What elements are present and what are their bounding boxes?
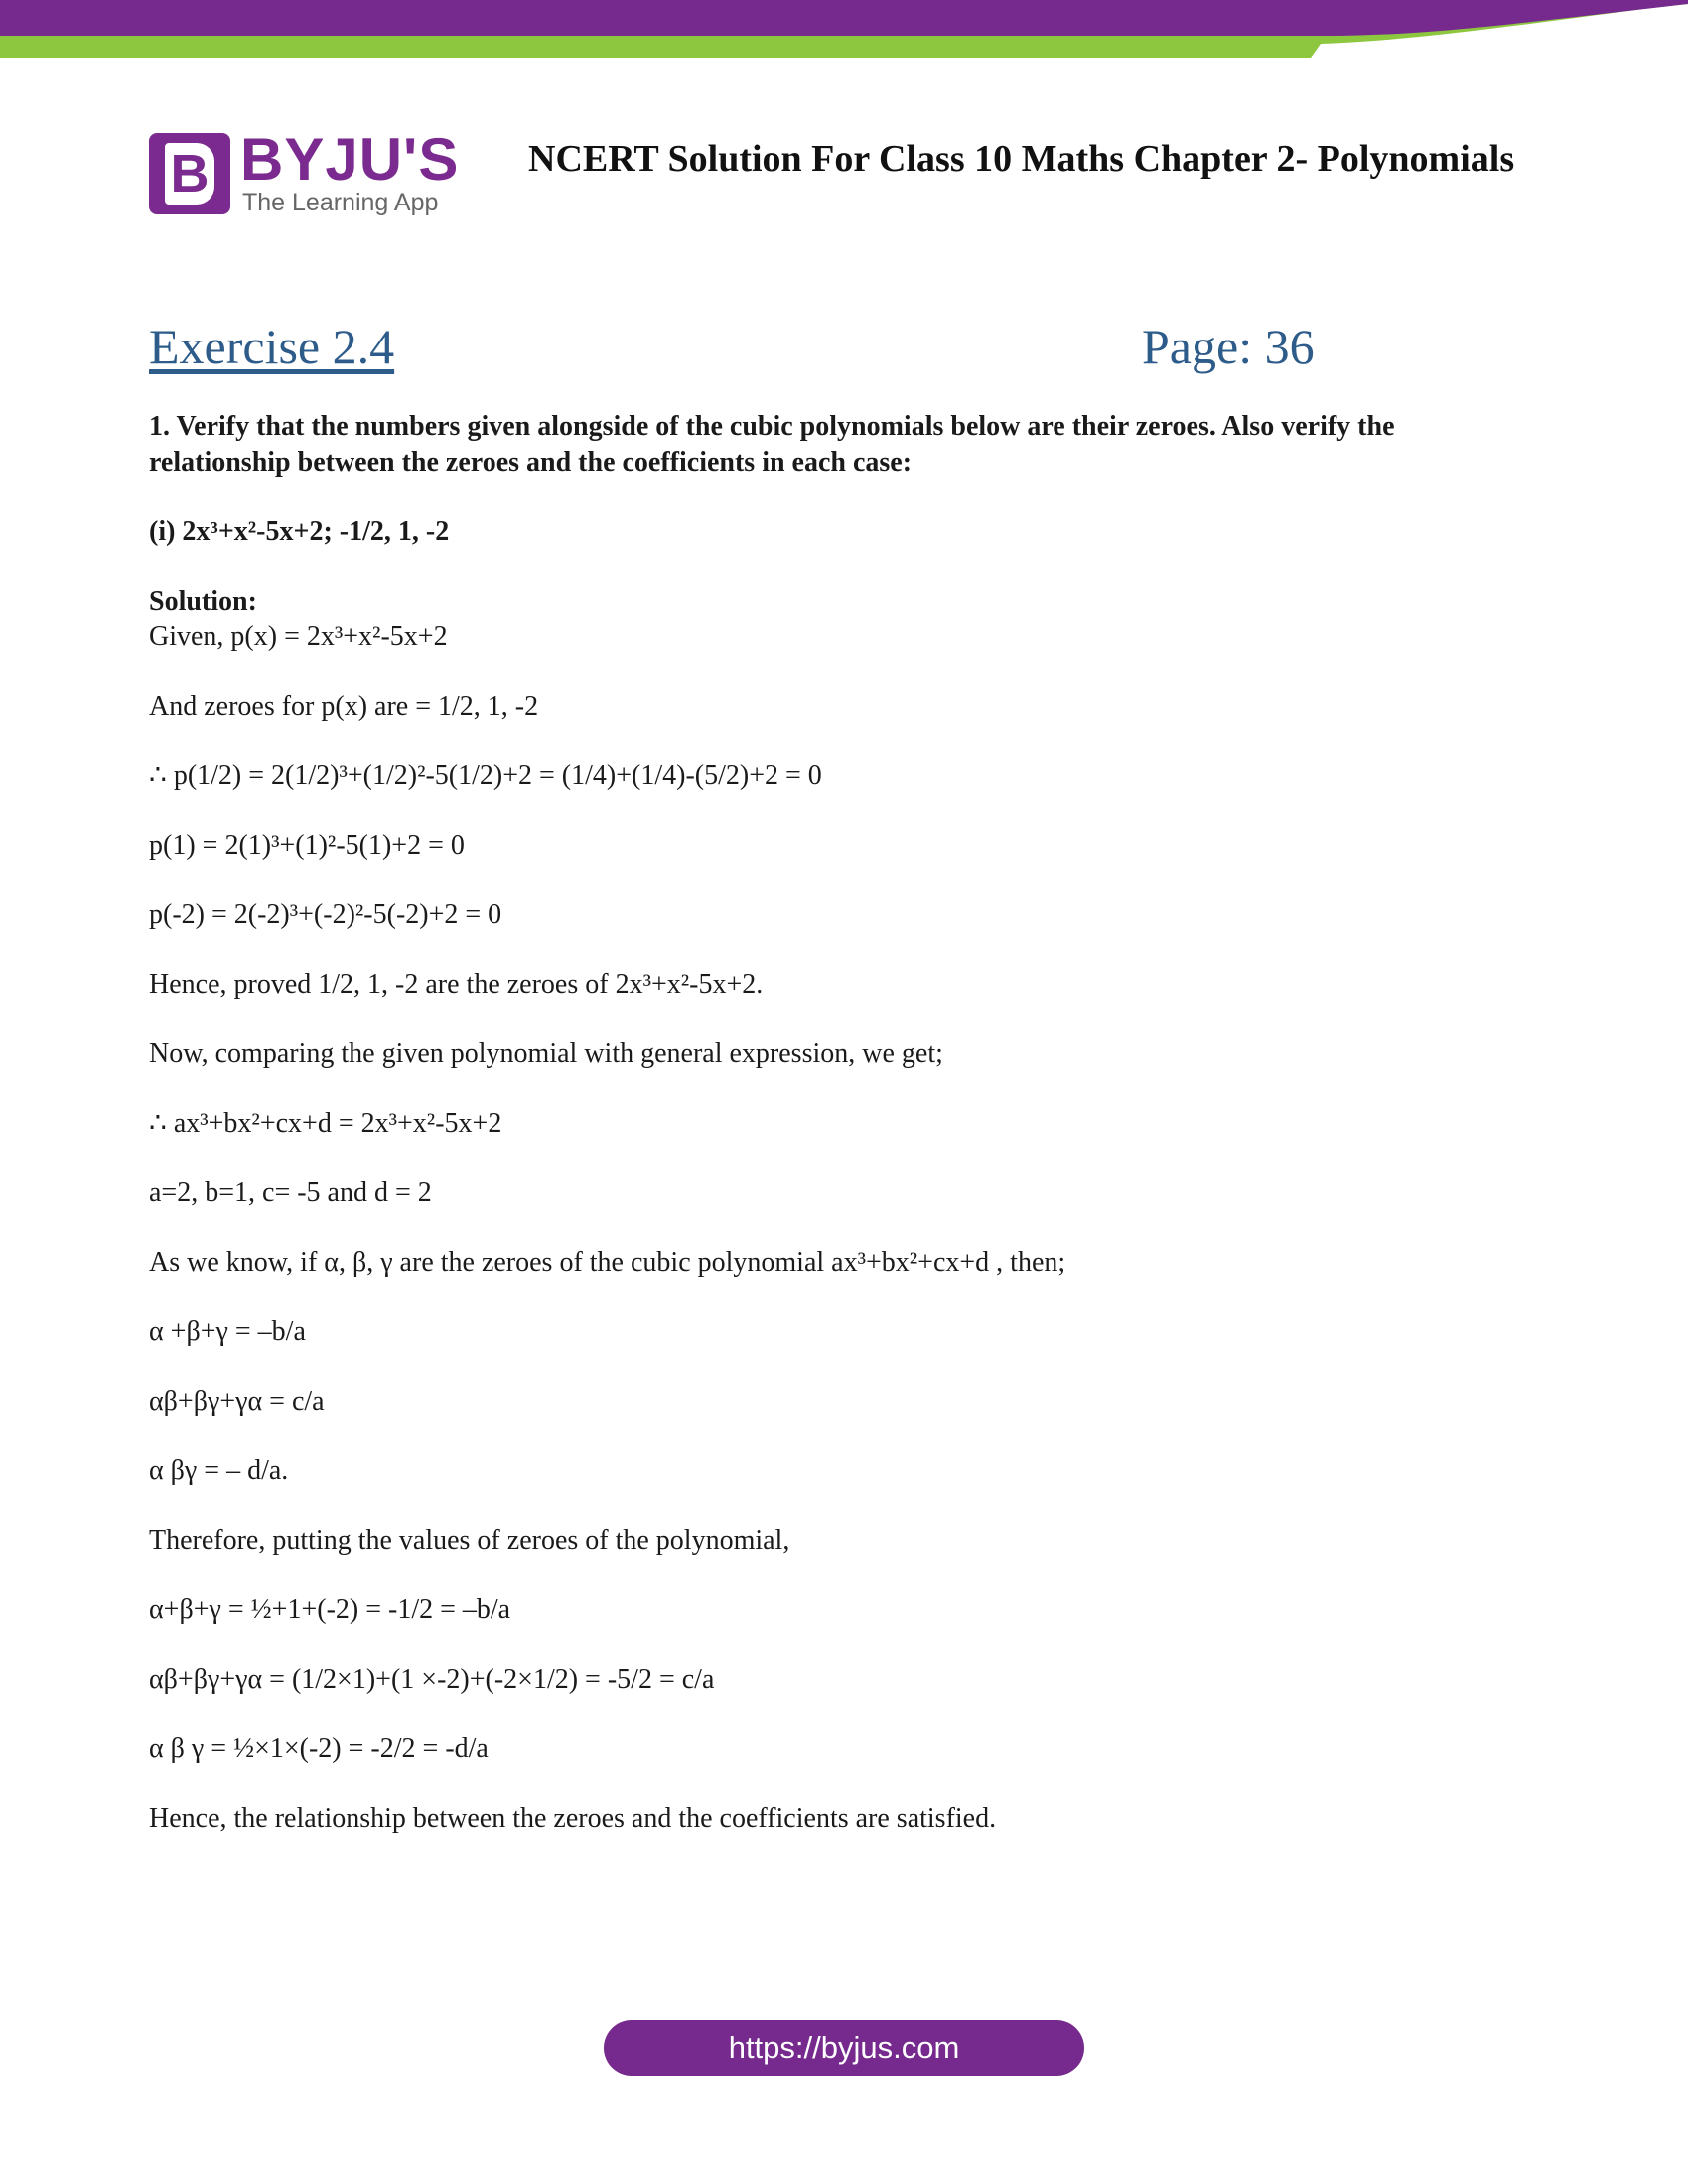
logo-mark <box>149 133 230 214</box>
logo-letter: B <box>165 143 214 205</box>
page-number: Page: 36 <box>1142 319 1315 374</box>
solution-line: ∴ ax³+bx²+cx+d = 2x³+x²-5x+2 <box>149 1108 502 1139</box>
solution-line: Hence, the relationship between the zeroes and the coefficients are satisfied. <box>149 1803 997 1834</box>
solution-line: ∴ p(1/2) = 2(1/2)³+(1/2)²-5(1/2)+2 = (1/4)+(1/4)-(5/2)+2 = 0 <box>149 760 822 791</box>
byjus-logo <box>149 126 460 220</box>
document-title: NCERT Solution For Class 10 Maths Chapter 2- Polynomials <box>528 138 1515 180</box>
question-part: (i) 2x³+x²-5x+2; -1/2, 1, -2 <box>149 516 450 547</box>
solution-line: Given, p(x) = 2x³+x²-5x+2 <box>149 621 448 652</box>
solution-line: p(-2) = 2(-2)³+(-2)²-5(-2)+2 = 0 <box>149 899 502 930</box>
exercise-heading: Exercise 2.4 <box>149 319 395 374</box>
solution-line: And zeroes for p(x) are = 1/2, 1, -2 <box>149 691 539 722</box>
footer-url-link[interactable]: https://byjus.com <box>604 2020 1084 2076</box>
logo-tagline: The Learning App <box>242 189 439 216</box>
solution-line: a=2, b=1, c= -5 and d = 2 <box>149 1177 432 1208</box>
solution-heading: Solution: <box>149 586 257 616</box>
document-body <box>149 409 1539 1837</box>
solution-line: αβ+βγ+γα = (1/2×1)+(1 ×-2)+(-2×1/2) = -5/2 = c/a <box>149 1664 715 1695</box>
solution-line: p(1) = 2(1)³+(1)²-5(1)+2 = 0 <box>149 830 465 861</box>
top-decorative-band <box>0 0 1688 64</box>
solution-line: α βγ = – d/a. <box>149 1455 289 1486</box>
solution-line: α +β+γ = –b/a <box>149 1316 306 1347</box>
solution-line: αβ+βγ+γα = c/a <box>149 1386 325 1417</box>
question-text: 1. Verify that the numbers given alongside of the cubic polynomials below are their zeroes. Also verify the relationship between the zeroes and the coefficients in each case: <box>149 411 1395 478</box>
solution-line: Hence, proved 1/2, 1, -2 are the zeroes of 2x³+x²-5x+2. <box>149 969 764 1000</box>
solution-line: As we know, if α, β, γ are the zeroes of the cubic polynomial ax³+bx²+cx+d , then; <box>149 1247 1066 1278</box>
solution-line: α β γ = ½×1×(-2) = -2/2 = -d/a <box>149 1733 489 1764</box>
solution-line: α+β+γ = ½+1+(-2) = -1/2 = –b/a <box>149 1594 511 1625</box>
logo-wordmark: BYJU'S <box>240 126 460 193</box>
solution-line: Therefore, putting the values of zeroes of the polynomial, <box>149 1525 790 1556</box>
solution-line: Now, comparing the given polynomial with general expression, we get; <box>149 1038 943 1069</box>
